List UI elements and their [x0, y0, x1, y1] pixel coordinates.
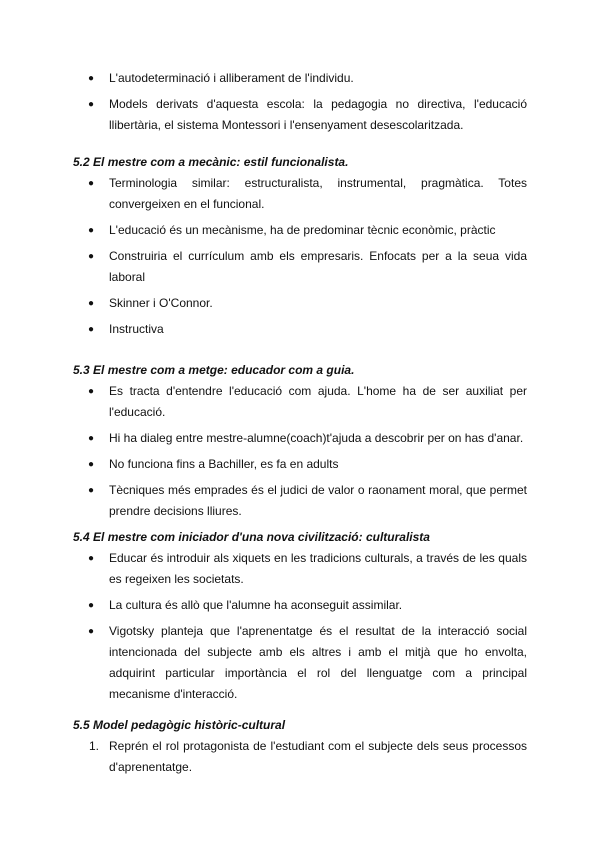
bullet-icon: ● — [88, 298, 95, 309]
section-heading-5-4: 5.4 El mestre com iniciador d'una nova civilització: culturalista — [73, 530, 430, 544]
bullet-icon: ● — [88, 459, 95, 470]
bullet-icon: ● — [88, 485, 95, 496]
list-item: ● Tècniques més emprades és el judici de valor o raonament moral, que permet prendre decisions lliures. — [0, 480, 600, 522]
list-item: ● Skinner i O'Connor. — [0, 293, 600, 314]
section-heading-5-5: 5.5 Model pedagògic històric-cultural — [73, 718, 286, 732]
list-item: 1. Reprén el rol protagonista de l'estudiant com el subjecte dels seus processos d'aprenentatge. — [0, 736, 600, 778]
bullet-icon: ● — [88, 251, 95, 262]
section-5-3-bullet-list — [0, 381, 600, 522]
list-item: ● Instructiva — [0, 319, 600, 340]
bullet-icon: ● — [88, 386, 95, 397]
bullet-icon: ● — [88, 600, 95, 611]
list-item: ● L'educació és un mecànisme, ha de predominar tècnic econòmic, pràctic — [0, 220, 600, 241]
section-5-4-bullet-list — [0, 548, 600, 705]
bullet-icon: ● — [88, 626, 95, 637]
bullet-icon: ● — [88, 99, 95, 110]
list-item: ● Educar és introduir als xiquets en les tradicions culturals, a través de les quals es regeixen les societats. — [0, 548, 600, 590]
list-item: ● Es tracta d'entendre l'educació com ajuda. L'home ha de ser auxiliat per l'educació. — [0, 381, 600, 423]
bullet-icon: ● — [88, 73, 95, 84]
intro-bullet-list — [0, 68, 600, 136]
list-item: ● No funciona fins a Bachiller, es fa en adults — [0, 454, 600, 475]
list-item: ● Models derivats d'aquesta escola: la pedagogia no directiva, l'educació llibertària, el sistema Montessori i l'ensenyament desescolaritzada. — [0, 94, 600, 136]
list-item: ● Vigotsky planteja que l'aprenentatge és el resultat de la interacció social intencionada del subjecte amb els altres i amb el mitjà que ho envolta, adquirint particular importància el rol del llenguatge com a principal mecanisme d'interacció. — [0, 621, 600, 705]
list-number: 1. — [89, 739, 100, 753]
list-item: ● L'autodeterminació i alliberament de l'individu. — [0, 68, 600, 89]
section-heading-5-3: 5.3 El mestre com a metge: educador com a guia. — [73, 363, 355, 377]
section-heading-5-2: 5.2 El mestre com a mecànic: estil funcionalista. — [73, 155, 349, 169]
section-5-5-numbered-list — [0, 736, 600, 778]
list-item: ● Terminologia similar: estructuralista, instrumental, pragmàtica. Totes convergeixen en el funcional. — [0, 173, 600, 215]
bullet-icon: ● — [88, 178, 95, 189]
bullet-icon: ● — [88, 324, 95, 335]
bullet-icon: ● — [88, 433, 95, 444]
section-5-2-bullet-list — [0, 173, 600, 340]
list-item: ● La cultura és allò que l'alumne ha aconseguit assimilar. — [0, 595, 600, 616]
list-item: ● Construiria el currículum amb els empresaris. Enfocats per a la seua vida laboral — [0, 246, 600, 288]
bullet-icon: ● — [88, 225, 95, 236]
bullet-icon: ● — [88, 553, 95, 564]
list-item: ● Hi ha dialeg entre mestre-alumne(coach)t'ajuda a descobrir per on has d'anar. — [0, 428, 600, 449]
